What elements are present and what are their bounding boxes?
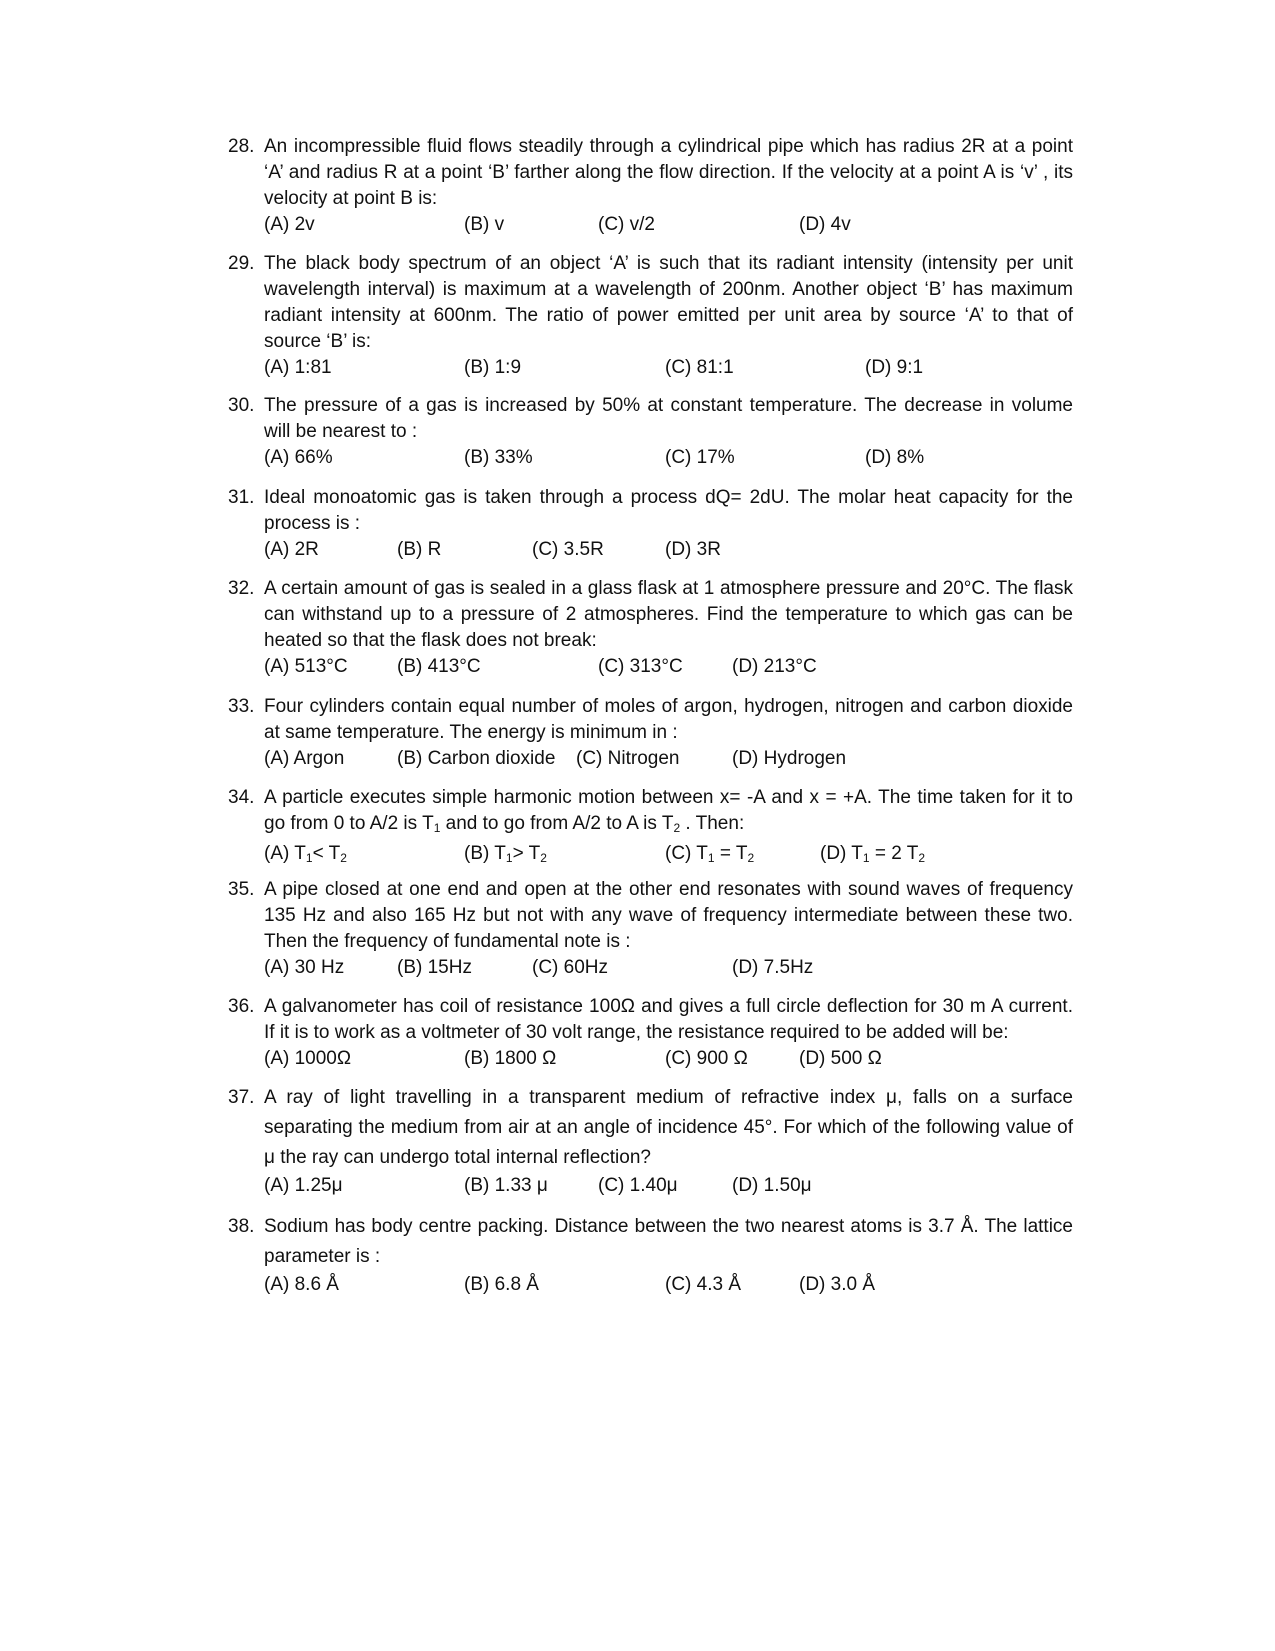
option-b: (B) 1:9: [464, 357, 522, 378]
question-29: [228, 251, 1073, 383]
question-35: [228, 877, 1073, 983]
option-c: (C) 1.40μ: [598, 1175, 678, 1196]
option-c: (C) 17%: [665, 447, 735, 468]
question-37: [228, 1083, 1073, 1201]
options-row: [264, 1173, 1073, 1201]
question-36: [228, 994, 1073, 1074]
option-d: (D) 3R: [665, 539, 721, 560]
options-row: [264, 537, 1073, 565]
question-text: A certain amount of gas is sealed in a glass flask at 1 atmosphere pressure and 20°C. The flask can withstand up to a pressure of 2 atmospheres. Find the temperature to which gas can be heated so that the flask does not break:: [264, 578, 1073, 651]
options-row: [264, 955, 1073, 983]
options-row: [264, 654, 1073, 682]
question-31: [228, 485, 1073, 565]
option-b: (B) 15Hz: [397, 957, 472, 978]
question-text: The black body spectrum of an object ‘A’ is such that its radiant intensity (intensity per unit wavelength interval) is maximum at a wavelength of 200nm. Another object ‘B’ has maximum radiant intensity at 600nm. The ratio of power emitted per unit area by source ‘A’ to that of source ‘B’ is:: [264, 253, 1073, 352]
options-row: [264, 212, 1073, 240]
question-text: A pipe closed at one end and open at the other end resonates with sound waves of frequency 135 Hz and also 165 Hz but not with any wave of frequency intermediate between these two. Then the frequency of fundamental note is :: [264, 879, 1073, 952]
option-a: (A) Argon: [264, 748, 345, 769]
option-b: (B) v: [464, 214, 505, 235]
question-38: [228, 1212, 1073, 1300]
question-30: [228, 393, 1073, 473]
question-text: Sodium has body centre packing. Distance between the two nearest atoms is 3.7 Å. The lattice parameter is :: [264, 1216, 1073, 1267]
option-b: (B) 413°C: [397, 656, 481, 677]
options-row: [264, 1272, 1073, 1300]
options-row: [264, 1046, 1073, 1074]
question-text: Four cylinders contain equal number of moles of argon, hydrogen, nitrogen and carbon dioxide at same temperature. The energy is minimum in :: [264, 696, 1073, 743]
option-d: (D) $T_1 = 2$ $T_2$: [820, 843, 926, 865]
option-a: (A) $T_1< T_2$: [264, 843, 347, 865]
option-c: (C) v/2: [598, 214, 655, 235]
option-c: (C) 313°C: [598, 656, 683, 677]
option-b: (B) 6.8 Å: [464, 1274, 539, 1295]
option-a: (A) 1000Ω: [264, 1048, 352, 1069]
option-c: (C) $T_1 = T_2$: [665, 843, 755, 865]
option-b: (B) R: [397, 539, 442, 560]
option-d: (D) Hydrogen: [732, 748, 847, 769]
option-b: (B) 1.33 μ: [464, 1175, 548, 1196]
option-c: (C) 4.3 Å: [665, 1274, 742, 1295]
question-number: 38.: [228, 1216, 255, 1237]
option-c: (C) 81:1: [665, 357, 734, 378]
option-d: (D) 7.5Hz: [732, 957, 814, 978]
option-a: (A) 513°C: [264, 656, 348, 677]
option-d: (D) 4v: [799, 214, 851, 235]
option-c: (C) Nitrogen: [576, 748, 680, 769]
option-d: (D) 1.50μ: [732, 1175, 812, 1196]
option-b: (B) 33%: [464, 447, 533, 468]
question-number: 28.: [228, 136, 255, 157]
question-number: 35.: [228, 879, 255, 900]
question-text: A galvanometer has coil of resistance 100Ω and gives a full circle deflection for 30 m A current. If it is to work as a voltmeter of 30 volt range, the resistance required to be added will be:: [264, 996, 1073, 1043]
option-d: (D) 8%: [865, 447, 925, 468]
question-number: 29.: [228, 253, 255, 274]
question-number: 37.: [228, 1087, 255, 1108]
question-text: An incompressible fluid flows steadily through a cylindrical pipe which has radius 2R at a point ‘A’ and radius R at a point ‘B’ farther along the flow direction. If the velocity at a point A is ‘v’ , its velocity at point B is:: [264, 136, 1073, 209]
option-a: (A) 30 Hz: [264, 957, 345, 978]
question-text: A particle executes simple harmonic motion between x= -A and x = +A. The time taken for it to go from 0 to A/2 is $T_1$ and to go from A/2 to A is $T_2$ . Then:: [264, 787, 1073, 835]
option-c: (C) 3.5R: [532, 539, 604, 560]
option-a: (A) 8.6 Å: [264, 1274, 339, 1295]
options-row: [264, 746, 1073, 774]
option-b: (B) Carbon dioxide: [397, 748, 556, 769]
option-d: (D) 3.0 Å: [799, 1274, 876, 1295]
option-d: (D) 213°C: [732, 656, 817, 677]
option-a: (A) 66%: [264, 447, 333, 468]
question-text: The pressure of a gas is increased by 50% at constant temperature. The decrease in volume will be nearest to :: [264, 395, 1073, 442]
option-a: (A) 2v: [264, 214, 315, 235]
question-number: 33.: [228, 696, 255, 717]
question-text: A ray of light travelling in a transparent medium of refractive index μ, falls on a surface separating the medium from air at an angle of incidence 45°. For which of the following value of μ the ray can undergo total internal reflection?: [264, 1087, 1073, 1168]
option-c: (C) 60Hz: [532, 957, 609, 978]
question-33: [228, 694, 1073, 774]
question-34: [228, 785, 1073, 869]
option-d: (D) 9:1: [865, 357, 924, 378]
question-32: [228, 576, 1073, 682]
question-number: 31.: [228, 487, 255, 508]
options-row: [264, 841, 1073, 869]
question-number: 32.: [228, 578, 255, 599]
question-28: [228, 134, 1073, 240]
option-b: (B) 1800 Ω: [464, 1048, 557, 1069]
option-a: (A) 1:81: [264, 357, 332, 378]
option-c: (C) 900 Ω: [665, 1048, 748, 1069]
option-a: (A) 1.25μ: [264, 1175, 343, 1196]
question-text: Ideal monoatomic gas is taken through a process dQ= 2dU. The molar heat capacity for the process is :: [264, 487, 1073, 534]
option-d: (D) 500 Ω: [799, 1048, 882, 1069]
option-b: (B) $T_1> T_2$: [464, 843, 547, 865]
question-number: 34.: [228, 787, 255, 808]
options-row: [264, 445, 1073, 473]
option-a: (A) 2R: [264, 539, 319, 560]
options-row: [264, 355, 1073, 383]
question-number: 30.: [228, 395, 255, 416]
question-number: 36.: [228, 996, 255, 1017]
